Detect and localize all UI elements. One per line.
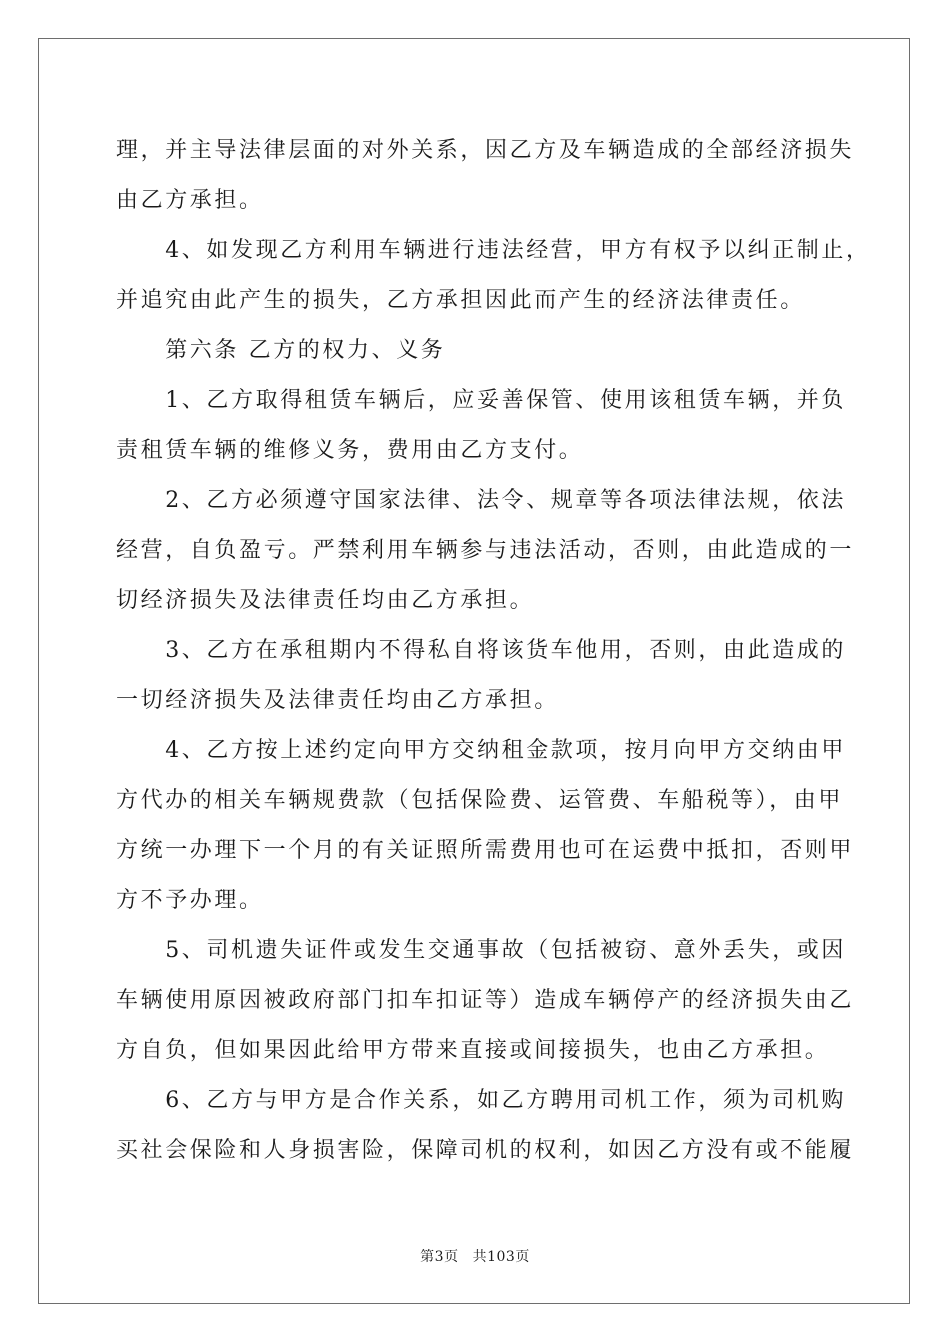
text-line: 责租赁车辆的维修义务，费用由乙方支付。 — [116, 438, 584, 463]
text-line: 5、司机遗失证件或发生交通事故（包括被窃、意外丢失，或因 — [116, 938, 846, 963]
text-line: 2、乙方必须遵守国家法律、法令、规章等各项法律法规，依法 — [116, 488, 846, 513]
text-line: 理，并主导法律层面的对外关系，因乙方及车辆造成的全部经济损失 — [116, 138, 855, 163]
text-line: 切经济损失及法律责任均由乙方承担。 — [116, 588, 535, 613]
text-line: 由乙方承担。 — [116, 188, 264, 213]
page-number: 第3页 — [420, 1249, 459, 1265]
text-line: 并追究由此产生的损失，乙方承担因此而产生的经济法律责任。 — [116, 288, 805, 313]
text-line: 4、乙方按上述约定向甲方交纳租金款项，按月向甲方交纳由甲 — [116, 738, 846, 763]
text-line: 6、乙方与甲方是合作关系，如乙方聘用司机工作，须为司机购 — [116, 1088, 846, 1113]
text-line: 车辆使用原因被政府部门扣车扣证等）造成车辆停产的经济损失由乙 — [116, 988, 855, 1013]
document-body — [116, 126, 871, 1176]
text-line: 方不予办理。 — [116, 888, 264, 913]
page-total: 共103页 — [472, 1249, 530, 1265]
text-line: 一切经济损失及法律责任均由乙方承担。 — [116, 688, 559, 713]
text-line: 买社会保险和人身损害险，保障司机的权利，如因乙方没有或不能履 — [116, 1138, 855, 1163]
text-line: 1、乙方取得租赁车辆后，应妥善保管、使用该租赁车辆，并负 — [116, 388, 846, 413]
text-line: 4、如发现乙方利用车辆进行违法经营，甲方有权予以纠正制止， — [116, 238, 871, 263]
text-line: 经营，自负盈亏。严禁利用车辆参与违法活动，否则，由此造成的一 — [116, 538, 855, 563]
text-line: 方代办的相关车辆规费款（包括保险费、运管费、车船税等），由甲 — [116, 788, 844, 813]
page-footer — [0, 1246, 950, 1266]
section-heading: 第六条 乙方的权力、义务 — [116, 338, 446, 363]
text-line: 方统一办理下一个月的有关证照所需费用也可在运费中抵扣，否则甲 — [116, 838, 855, 863]
text-line: 方自负，但如果因此给甲方带来直接或间接损失，也由乙方承担。 — [116, 1038, 830, 1063]
text-line: 3、乙方在承租期内不得私自将该货车他用，否则，由此造成的 — [116, 638, 846, 663]
